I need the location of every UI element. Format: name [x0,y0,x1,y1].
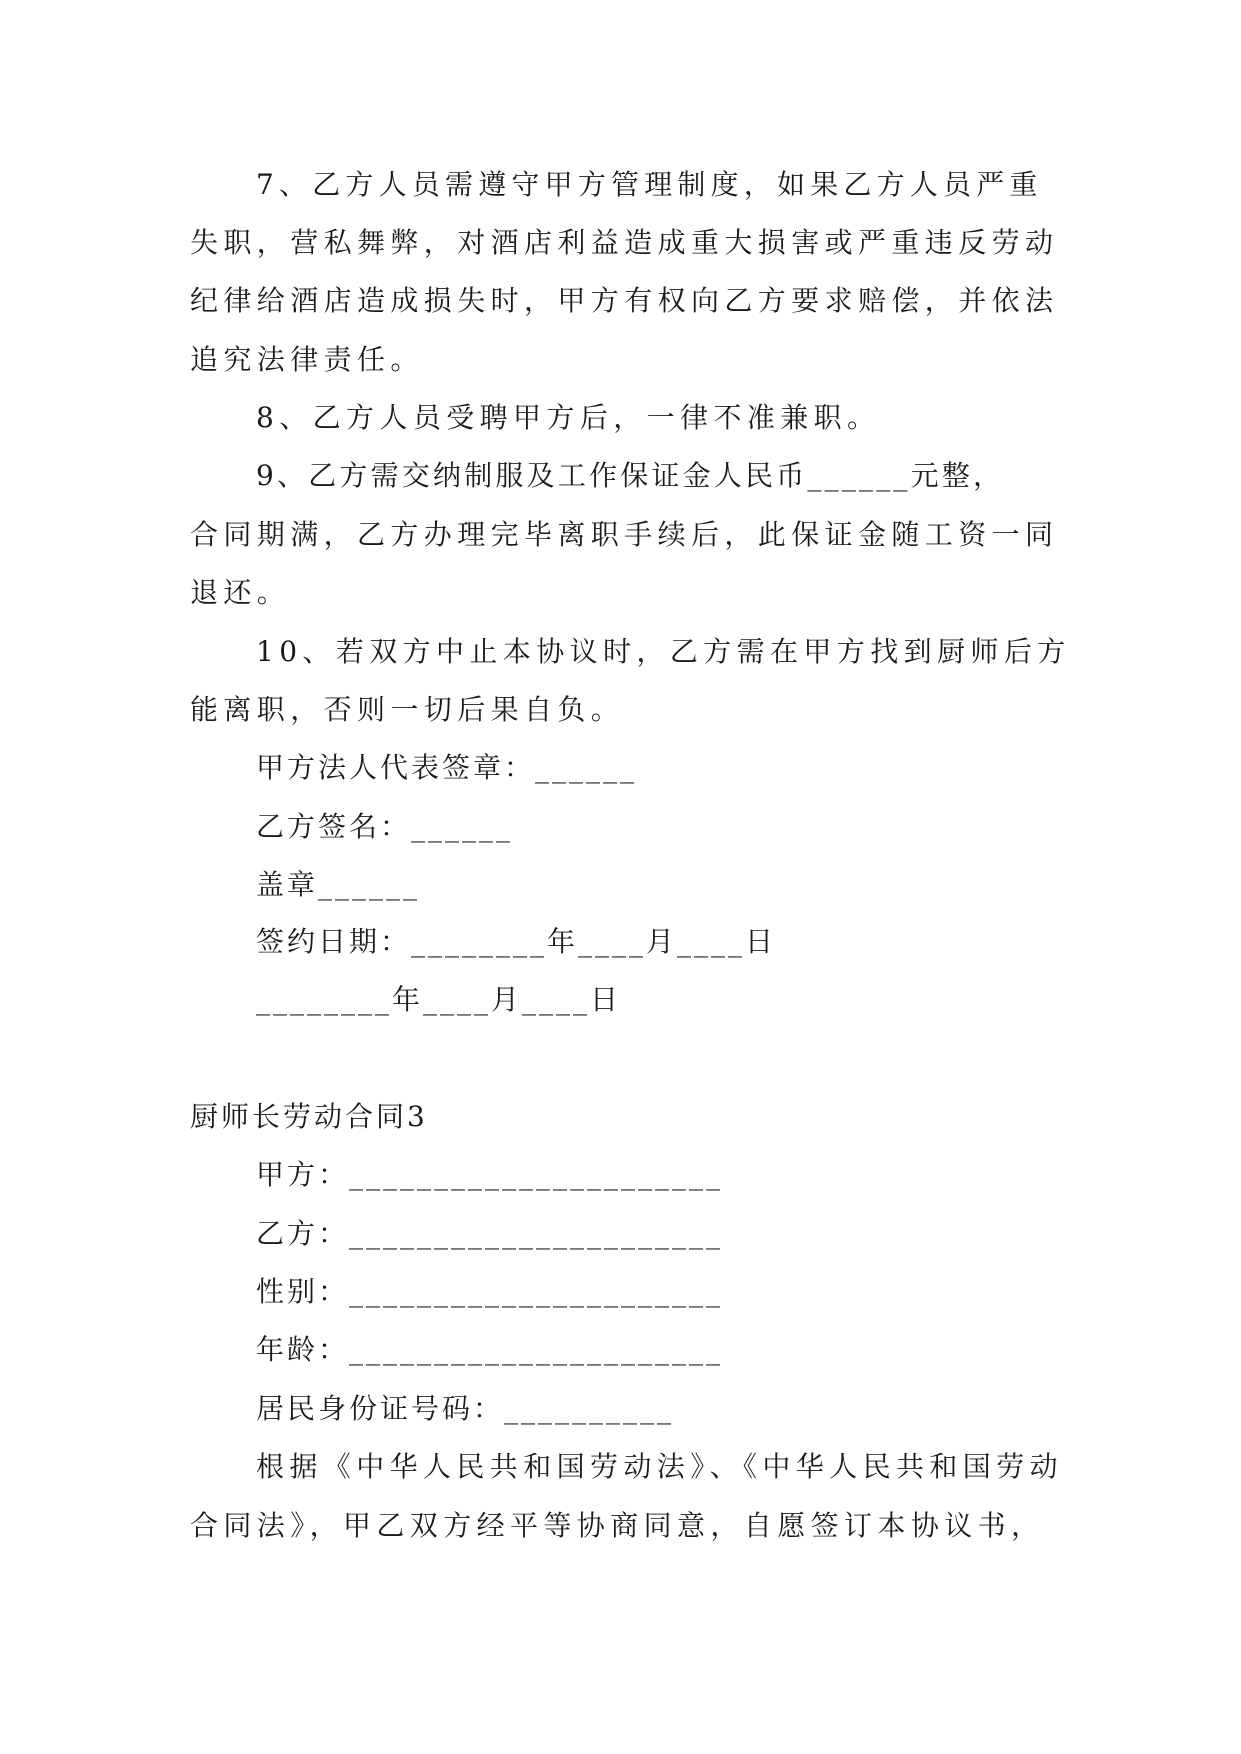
clause-10-line-1: 10、若双方中止本协议时，乙方需在甲方找到厨师后方 [256,635,1071,668]
date-line: ________年____月____日 [256,983,622,1016]
clause-7-line-3: 纪律给酒店造成损失时，甲方有权向乙方要求赔偿，并依法 [190,284,1059,317]
contract-title: 厨师长劳动合同3 [190,1100,428,1133]
preamble-line-1: 根据《中华人民共和国劳动法》、《中华人民共和国劳动 [256,1450,1064,1483]
clause-9-line-1: 9、乙方需交纳制服及工作保证金人民币______元整， [256,459,1005,492]
id-number-field: 居民身份证号码：__________ [256,1392,675,1425]
clause-9-line-2: 合同期满，乙方办理完毕离职手续后，此保证金随工资一同 [190,518,1059,551]
party-b-field: 乙方：______________________ [256,1217,724,1250]
party-a-field: 甲方：______________________ [256,1158,724,1191]
clause-9-line-3: 退还。 [190,576,291,609]
clause-7-line-4: 追究法律责任。 [190,343,424,376]
party-a-legal-rep-signature: 甲方法人代表签章：______ [256,751,638,784]
clause-7-line-1: 7、乙方人员需遵守甲方管理制度，如果乙方人员严重 [256,168,1043,201]
gender-field: 性别：______________________ [256,1275,724,1308]
party-b-signature: 乙方签名：______ [256,810,514,843]
clause-10-line-2: 能离职，否则一切后果自负。 [190,693,625,726]
clause-7-line-2: 失职，营私舞弊，对酒店利益造成重大损害或严重违反劳动 [190,226,1059,259]
signing-date: 签约日期：________年____月____日 [256,925,777,958]
age-field: 年龄：______________________ [256,1333,724,1366]
seal-line: 盖章______ [256,868,421,901]
clause-8: 8、乙方人员受聘甲方后，一律不准兼职。 [256,401,881,434]
preamble-line-2: 合同法》，甲乙双方经平等协商同意，自愿签订本协议书， [190,1509,1045,1542]
